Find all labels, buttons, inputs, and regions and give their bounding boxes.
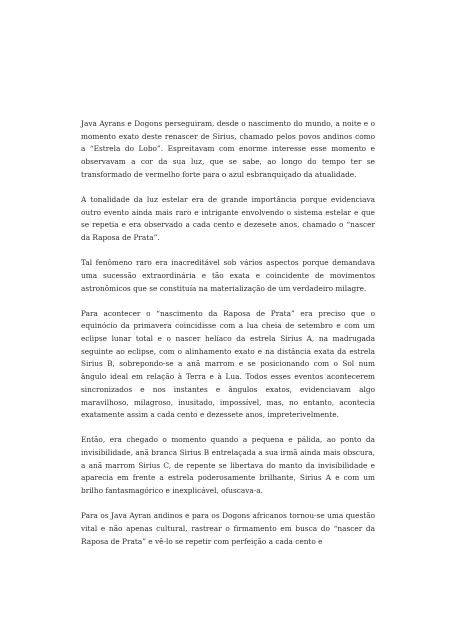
paragraph-6: Para os Java Ayran andinos e para os Dogons africanos tornou-se uma questão vital e não apenas cultural, rastrear o firmamento em busca do “nascer da Raposa de Prata” e vê-lo se repetir com perfeição a cada cento e xyxy=(81,511,375,546)
paragraph-4: Para acontecer o “nascimento da Raposa de Prata” era preciso que o equinócio da primavera coincidisse com a lua cheia de setembro e com um eclipse lunar total e o nascer helíaco da estrela Sirius A, na madrugada seguinte ao eclipse, com o alinhamento exato e na distância exata da estrela Sirius B, sobrepondo-se a anã marrom e se posicionando com o Sol num ângulo ideal em relação à Terra e à Lua. Todos esses eventos acontecerem sincronizados e nos instantes e ângulos exatos, evidenciavam algo maravilhoso, milagroso, inusitado, impossível, mas, no entanto, acontecia exatamente assim a cada cento e dezessete anos, impreterivelmente. xyxy=(81,308,375,420)
paragraph-5: Então, era chegado o momento quando a pequena e pálida, ao ponto da invisibilidade, anã branca Sirius B entrelaçada a sua irmã ainda mais obscura, a anã marrom Sirius C, de repente se libertava do manto da invisibilidade e aparecia em frente a estrela poderosamente brilhante, Sirius A e com um brilho fantasmagórico e inexplicável, ofuscava-a. xyxy=(81,435,375,496)
body-text xyxy=(81,118,375,548)
paragraph-2: A tonalidade da luz estelar era de grande importância porque evidenciava outro evento ainda mais raro e intrigante envolvendo o sistema estelar e que se repetia e era observado a cada cento e dezesete anos, chamado o “nascer da Raposa de Prata”. xyxy=(81,194,375,243)
paragraph-1: Java Ayrans e Dogons perseguiram, desde o nascimento do mundo, a noite e o momento exato deste renascer de Sirius, chamado pelos povos andinos como a “Estrela do Lobo”. Espreitavam com enorme interesse esse momento e observavam a cor da sua luz, que se sabe, ao longo do tempo ter se transformado de vermelho forte para o azul esbranquiçado da atualidade. xyxy=(81,119,375,179)
paragraph-3: Tal fenômeno raro era inacreditável sob vários aspectos porque demandava uma sucessão extraordinária e tão exata e coincidente de movimentos astronômicos que se constituía na materialização de um verdadeiro milagre. xyxy=(81,258,375,293)
